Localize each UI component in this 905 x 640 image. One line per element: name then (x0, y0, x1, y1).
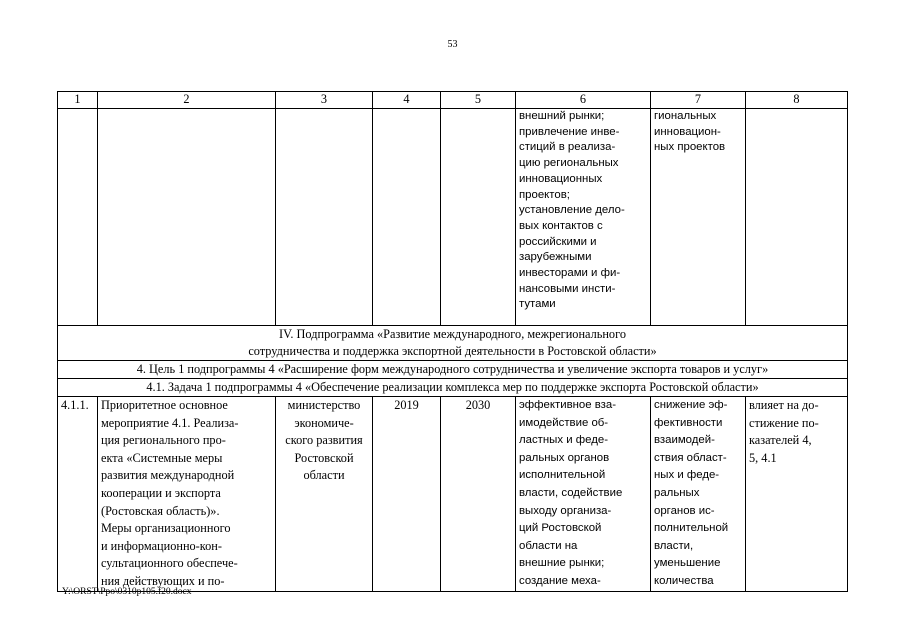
header-cell: 8 (746, 92, 848, 109)
end-year: 2030 (441, 397, 516, 592)
table-cell (651, 109, 746, 326)
goal-row (58, 361, 848, 379)
continuation-row (58, 109, 848, 326)
table-cell (651, 397, 746, 592)
table-cell (441, 109, 516, 326)
table-cell (516, 397, 651, 592)
table-cell (276, 109, 373, 326)
row-number: 4.1.1. (58, 397, 98, 592)
header-cell: 7 (651, 92, 746, 109)
task-row (58, 379, 848, 397)
header-cell: 2 (98, 92, 276, 109)
subprogram-row (58, 326, 848, 361)
table-cell (58, 109, 98, 326)
indicator-link: влияет на до- стижение по- казателей 4, 5, 4.1 (746, 397, 848, 592)
measure-name: Приоритетное основное мероприятие 4.1. Реализа- ция регионального про- екта «Системные меры развития международной кооперации и экспорта (Ростовская область)». Меры организационного и информационно-кон- сультационного обеспече- ния действующих и по- (98, 397, 276, 592)
header-row (58, 92, 848, 109)
table-cell (98, 109, 276, 326)
non-implementation-consequences: снижение эф- фективности взаимодей- ствия област- ных и феде- ральных органов ис- полнительной власти, уменьшение количества (654, 399, 729, 587)
consequences-text: гиональных инновацион- ных проектов (654, 110, 726, 154)
expected-result: эффективное вза- имодействие об- ластных и феде- ральных органов исполнительной власти, содействие выходу организа- ций Ростовской области на внешние рынки; создание меха- (519, 399, 623, 587)
task-title: 4.1. Задача 1 подпрограммы 4 «Обеспечение реализации комплекса мер по поддержке экспорта Ростовской области» (58, 379, 848, 397)
table-row (58, 397, 848, 592)
results-text: внешний рынки; привлечение инве- стиций в реализа- цию региональных инновационных проектов; установление дело- вых контактов с российскими и зарубежными инвесторами и фи- нансовыми инсти- тутами (519, 110, 625, 311)
file-path-footer: Y:\ORST\Ppo\0310p105.f20.docx (62, 587, 192, 597)
subprogram-title: IV. Подпрограмма «Развитие международного, межрегионального сотрудничества и поддержка экспортной деятельности в Ростовской области» (58, 326, 848, 361)
start-year: 2019 (373, 397, 441, 592)
page-number: 53 (447, 39, 458, 50)
table-cell (373, 109, 441, 326)
goal-title: 4. Цель 1 подпрограммы 4 «Расширение форм международного сотрудничества и увеличение экспорта товаров и услуг» (58, 361, 848, 379)
header-cell: 6 (516, 92, 651, 109)
header-cell: 1 (58, 92, 98, 109)
table-cell (516, 109, 651, 326)
header-cell: 3 (276, 92, 373, 109)
table-cell (746, 109, 848, 326)
executor: министерство экономиче- ского развития Ростовской области (276, 397, 373, 592)
program-table (57, 91, 848, 592)
header-cell: 4 (373, 92, 441, 109)
header-cell: 5 (441, 92, 516, 109)
